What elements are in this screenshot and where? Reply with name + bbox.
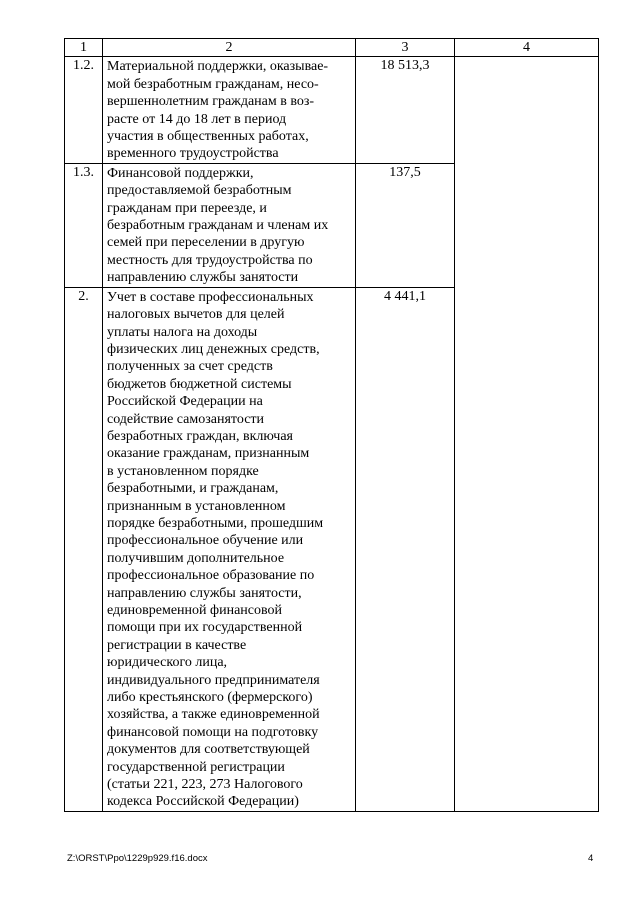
row-description: Учет в составе профессиональных налоговых вычетов для целей уплаты налога на доходы физических лиц денежных средств, полученных за счет средств бюджетов бюджетной системы Российской Федерации на содействие самозанятости безработных граждан, включая оказание гражданам, признанным в установленном порядке безработными, и гражданам, признанным в установленном порядке безработными, прошедшим профессиональное обучение или получившим дополнительное профессиональное образование по направлению службы занятости, единовременной финансовой помощи при их государственной регистрации в качестве юридического лица, индивидуального предпринимателя либо крестьянского (фермерского) хозяйства, а также единовременной финансовой помощи на подготовку документов для соответствующей государственной регистрации (статьи 221, 223, 273 Налогового кодекса Российской Федерации): [103, 287, 356, 811]
document-table: [64, 38, 599, 812]
table-row: [65, 57, 599, 163]
footer-page-number: 4: [588, 853, 594, 864]
row-description: Финансовой поддержки, предоставляемой безработным гражданам при переезде, и безработным гражданам и членам их семей при переселении в другую местность для трудоустройства по направлению службы занятости: [103, 163, 356, 287]
table-header-row: [65, 39, 599, 57]
row-number: 1.3.: [65, 163, 103, 287]
footer-file-path: Z:\ORST\Ppo\1229p929.f16.docx: [67, 853, 208, 864]
column-4-cell: [455, 57, 599, 811]
header-col-3: 3: [356, 39, 455, 57]
header-col-2: 2: [103, 39, 356, 57]
row-number: 2.: [65, 287, 103, 811]
row-description: Материальной поддержки, оказывае- мой безработным гражданам, несо- вершеннолетним гражданам в воз- расте от 14 до 18 лет в период участия в общественных работах, временного трудоустройства: [103, 57, 356, 163]
row-amount: 4 441,1: [356, 287, 455, 811]
row-number: 1.2.: [65, 57, 103, 163]
row-amount: 18 513,3: [356, 57, 455, 163]
header-col-4: 4: [455, 39, 599, 57]
header-col-1: 1: [65, 39, 103, 57]
row-amount: 137,5: [356, 163, 455, 287]
